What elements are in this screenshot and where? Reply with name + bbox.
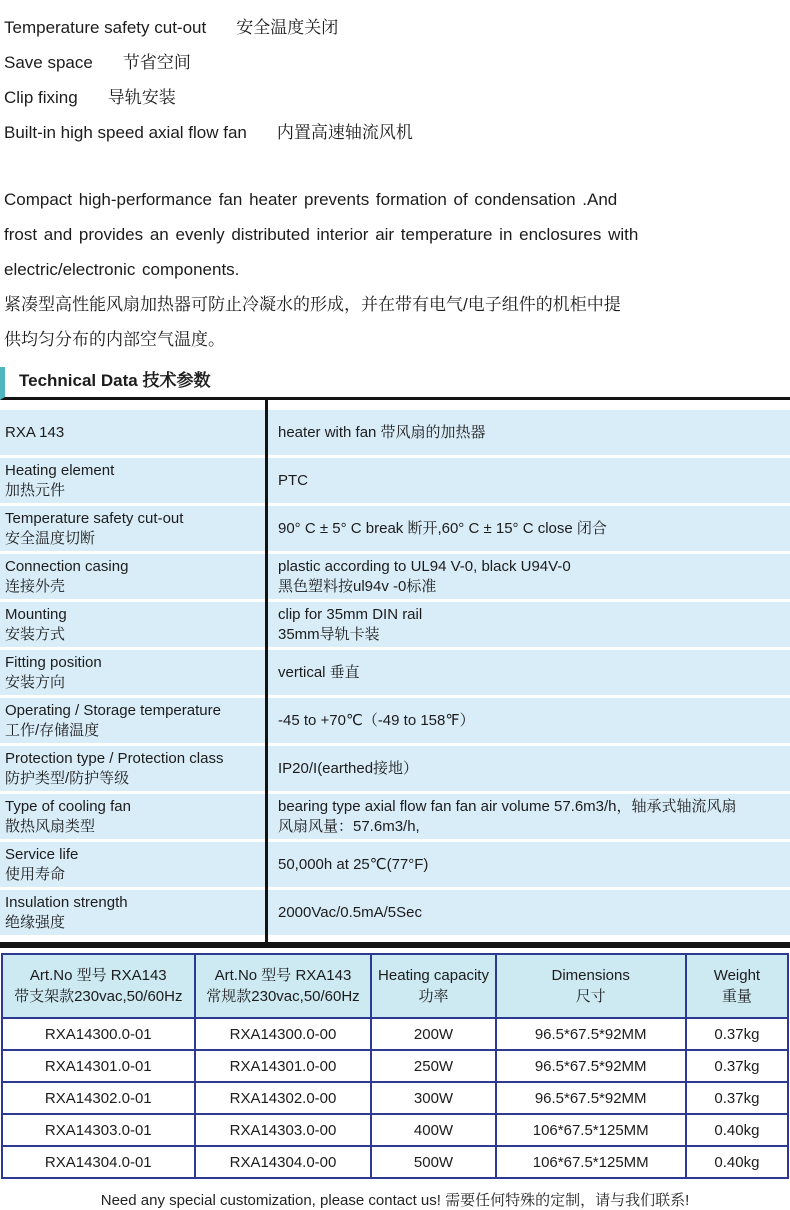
table-row xyxy=(2,1146,788,1178)
table-row xyxy=(2,1082,788,1114)
tech-label xyxy=(0,458,267,503)
table-cell: RXA14301.0-01 xyxy=(2,1050,195,1082)
product-description xyxy=(0,182,790,357)
tech-value-line: clip for 35mm DIN rail xyxy=(278,605,423,623)
tech-row xyxy=(0,842,790,887)
header-line: Heating capacity xyxy=(378,967,489,984)
table-row xyxy=(2,1018,788,1050)
feature-list xyxy=(0,10,790,150)
table-cell: 96.5*67.5*92MM xyxy=(496,1050,686,1082)
table-cell: 200W xyxy=(371,1018,495,1050)
tech-label-line: Insulation strength xyxy=(5,893,128,911)
table-cell: 0.40kg xyxy=(686,1146,788,1178)
feature-zh: 节省空间 xyxy=(122,53,191,72)
tech-label-line: Temperature safety cut-out xyxy=(5,509,184,527)
tech-value-line: IP20/I(earthed接地） xyxy=(278,759,419,777)
tech-label-line: 散热风扇类型 xyxy=(5,817,96,835)
feature-en: Save space xyxy=(4,53,93,72)
tech-value xyxy=(267,458,790,503)
tech-value-line: PTC xyxy=(278,471,308,489)
tech-label xyxy=(0,842,267,887)
tech-label-line: 绝缘强度 xyxy=(5,913,66,931)
header-line: 尺寸 xyxy=(575,988,606,1005)
table-cell: RXA14302.0-00 xyxy=(195,1082,372,1114)
feature-zh: 内置高速轴流风机 xyxy=(276,123,413,142)
tech-label-line: RXA 143 xyxy=(5,423,65,441)
table-cell: 96.5*67.5*92MM xyxy=(496,1082,686,1114)
table-cell: 106*67.5*125MM xyxy=(496,1114,686,1146)
table-row xyxy=(2,1050,788,1082)
tech-label xyxy=(0,506,267,551)
tech-value xyxy=(267,794,790,839)
table-cell: RXA14304.0-00 xyxy=(195,1146,372,1178)
tech-label xyxy=(0,650,267,695)
tech-label-line: 使用寿命 xyxy=(5,865,66,883)
feature-en: Built-in high speed axial flow fan xyxy=(4,123,247,142)
table-cell: 500W xyxy=(371,1146,495,1178)
tech-label xyxy=(0,698,267,743)
description-line-zh: 紧凑型高性能风扇加热器可防止冷凝水的形成，并在带有电气/电子组件的机柜中提 xyxy=(4,295,621,314)
tech-label-line: 加热元件 xyxy=(5,481,66,499)
description-line-en: frost and provides an evenly distributed interior air temperature in enclosures with xyxy=(4,225,639,244)
tech-value-line: heater with fan 带风扇的加热器 xyxy=(278,423,486,441)
tech-label-line: 工作/存储温度 xyxy=(5,721,100,739)
tech-row xyxy=(0,650,790,695)
description-line-zh: 供均匀分布的内部空气温度。 xyxy=(4,330,225,349)
tech-row xyxy=(0,746,790,791)
table-cell: 0.40kg xyxy=(686,1114,788,1146)
tech-label-line: 安全温度切断 xyxy=(5,529,96,547)
feature-en: Temperature safety cut-out xyxy=(4,18,207,37)
tech-label-line: Fitting position xyxy=(5,653,102,671)
tech-label-line: 安装方式 xyxy=(5,625,66,643)
tech-value-line: 90° C ± 5° C break 断开,60° C ± 15° C close 闭合 xyxy=(278,519,607,537)
tech-row xyxy=(0,890,790,935)
tech-value-line: vertical 垂直 xyxy=(278,663,360,681)
tech-row xyxy=(0,506,790,551)
header-line: 功率 xyxy=(418,988,449,1005)
tech-value-line: 2000Vac/0.5mA/5Sec xyxy=(278,903,422,921)
column-header-artno-bracket xyxy=(2,954,195,1018)
tech-value-line: plastic according to UL94 V-0, black U94V-0 xyxy=(278,557,571,575)
header-line: Dimensions xyxy=(551,967,630,984)
feature-en: Clip fixing xyxy=(4,88,78,107)
tech-label xyxy=(0,554,267,599)
section-divider xyxy=(0,942,790,948)
column-header-artno-standard xyxy=(195,954,372,1018)
tech-label-line: Type of cooling fan xyxy=(5,797,131,815)
tech-value-line: 风扇风量：57.6m3/h, xyxy=(278,817,420,835)
table-cell: RXA14301.0-00 xyxy=(195,1050,372,1082)
feature-zh: 安全温度关闭 xyxy=(236,18,339,37)
header-line: 重量 xyxy=(721,988,752,1005)
tech-label-line: Service life xyxy=(5,845,79,863)
tech-value xyxy=(267,698,790,743)
table-cell: RXA14303.0-00 xyxy=(195,1114,372,1146)
table-cell: 300W xyxy=(371,1082,495,1114)
table-cell: 0.37kg xyxy=(686,1050,788,1082)
description-line-en: Compact high-performance fan heater prevents formation of condensation .And xyxy=(4,190,618,209)
feature-item xyxy=(4,80,790,115)
tech-row xyxy=(0,698,790,743)
tech-label-line: Operating / Storage temperature xyxy=(5,701,221,719)
table-cell: RXA14300.0-00 xyxy=(195,1018,372,1050)
tech-value xyxy=(267,602,790,647)
tech-value xyxy=(267,650,790,695)
feature-item xyxy=(4,45,790,80)
tech-value-line: -45 to +70℃（-49 to 158℉） xyxy=(278,711,475,729)
column-header-weight xyxy=(686,954,788,1018)
tech-value xyxy=(267,554,790,599)
feature-item xyxy=(4,10,790,45)
tech-row xyxy=(0,410,790,455)
table-cell: 0.37kg xyxy=(686,1018,788,1050)
tech-row xyxy=(0,458,790,503)
tech-row xyxy=(0,602,790,647)
header-line: 带支架款230vac,50/60Hz xyxy=(14,988,183,1005)
tech-label xyxy=(0,890,267,935)
tech-label-line: Mounting xyxy=(5,605,67,623)
header-line: Weight xyxy=(713,967,761,984)
tech-value xyxy=(267,842,790,887)
tech-value-line: 35mm导轨卡装 xyxy=(278,625,380,643)
tech-label-line: Protection type / Protection class xyxy=(5,749,224,767)
table-header-row xyxy=(2,954,788,1018)
table-cell: RXA14304.0-01 xyxy=(2,1146,195,1178)
tech-value xyxy=(267,410,790,455)
tech-label-line: 防护类型/防护等级 xyxy=(5,769,130,787)
section-title: Technical Data 技术参数 xyxy=(0,367,790,400)
tech-value xyxy=(267,746,790,791)
table-cell: RXA14302.0-01 xyxy=(2,1082,195,1114)
ordering-table xyxy=(1,953,789,1179)
tech-label xyxy=(0,794,267,839)
tech-label-line: 安装方向 xyxy=(5,673,66,691)
tech-label xyxy=(0,746,267,791)
table-cell: 250W xyxy=(371,1050,495,1082)
tech-row xyxy=(0,794,790,839)
header-line: Art.No 型号 RXA143 xyxy=(29,967,167,984)
description-line-en: electric/electronic components. xyxy=(4,260,240,279)
table-cell: RXA14303.0-01 xyxy=(2,1114,195,1146)
tech-label-line: Connection casing xyxy=(5,557,129,575)
technical-data-table xyxy=(0,410,790,935)
table-cell: 106*67.5*125MM xyxy=(496,1146,686,1178)
feature-zh: 导轨安装 xyxy=(107,88,176,107)
table-cell: 96.5*67.5*92MM xyxy=(496,1018,686,1050)
tech-label xyxy=(0,602,267,647)
tech-value-line: 50,000h at 25℃(77°F) xyxy=(278,855,429,873)
tech-label-line: Heating element xyxy=(5,461,115,479)
footer-note: Need any special customization, please contact us! 需要任何特殊的定制，请与我们联系! xyxy=(100,1192,690,1209)
tech-label-line: 连接外壳 xyxy=(5,577,66,595)
tech-value-line: bearing type axial flow fan fan air volume 57.6m3/h，轴承式轴流风扇 xyxy=(278,797,737,815)
header-line: Art.No 型号 RXA143 xyxy=(214,967,352,984)
table-cell: 0.37kg xyxy=(686,1082,788,1114)
column-header-heating-capacity xyxy=(371,954,495,1018)
column-header-dimensions xyxy=(496,954,686,1018)
tech-label xyxy=(0,410,267,455)
tech-row xyxy=(0,554,790,599)
header-line: 常规款230vac,50/60Hz xyxy=(206,988,360,1005)
table-cell: 400W xyxy=(371,1114,495,1146)
feature-item xyxy=(4,115,790,150)
tech-value xyxy=(267,890,790,935)
tech-value-line: 黑色塑料按ul94v -0标准 xyxy=(278,577,437,595)
tech-value xyxy=(267,506,790,551)
table-row xyxy=(2,1114,788,1146)
table-cell: RXA14300.0-01 xyxy=(2,1018,195,1050)
